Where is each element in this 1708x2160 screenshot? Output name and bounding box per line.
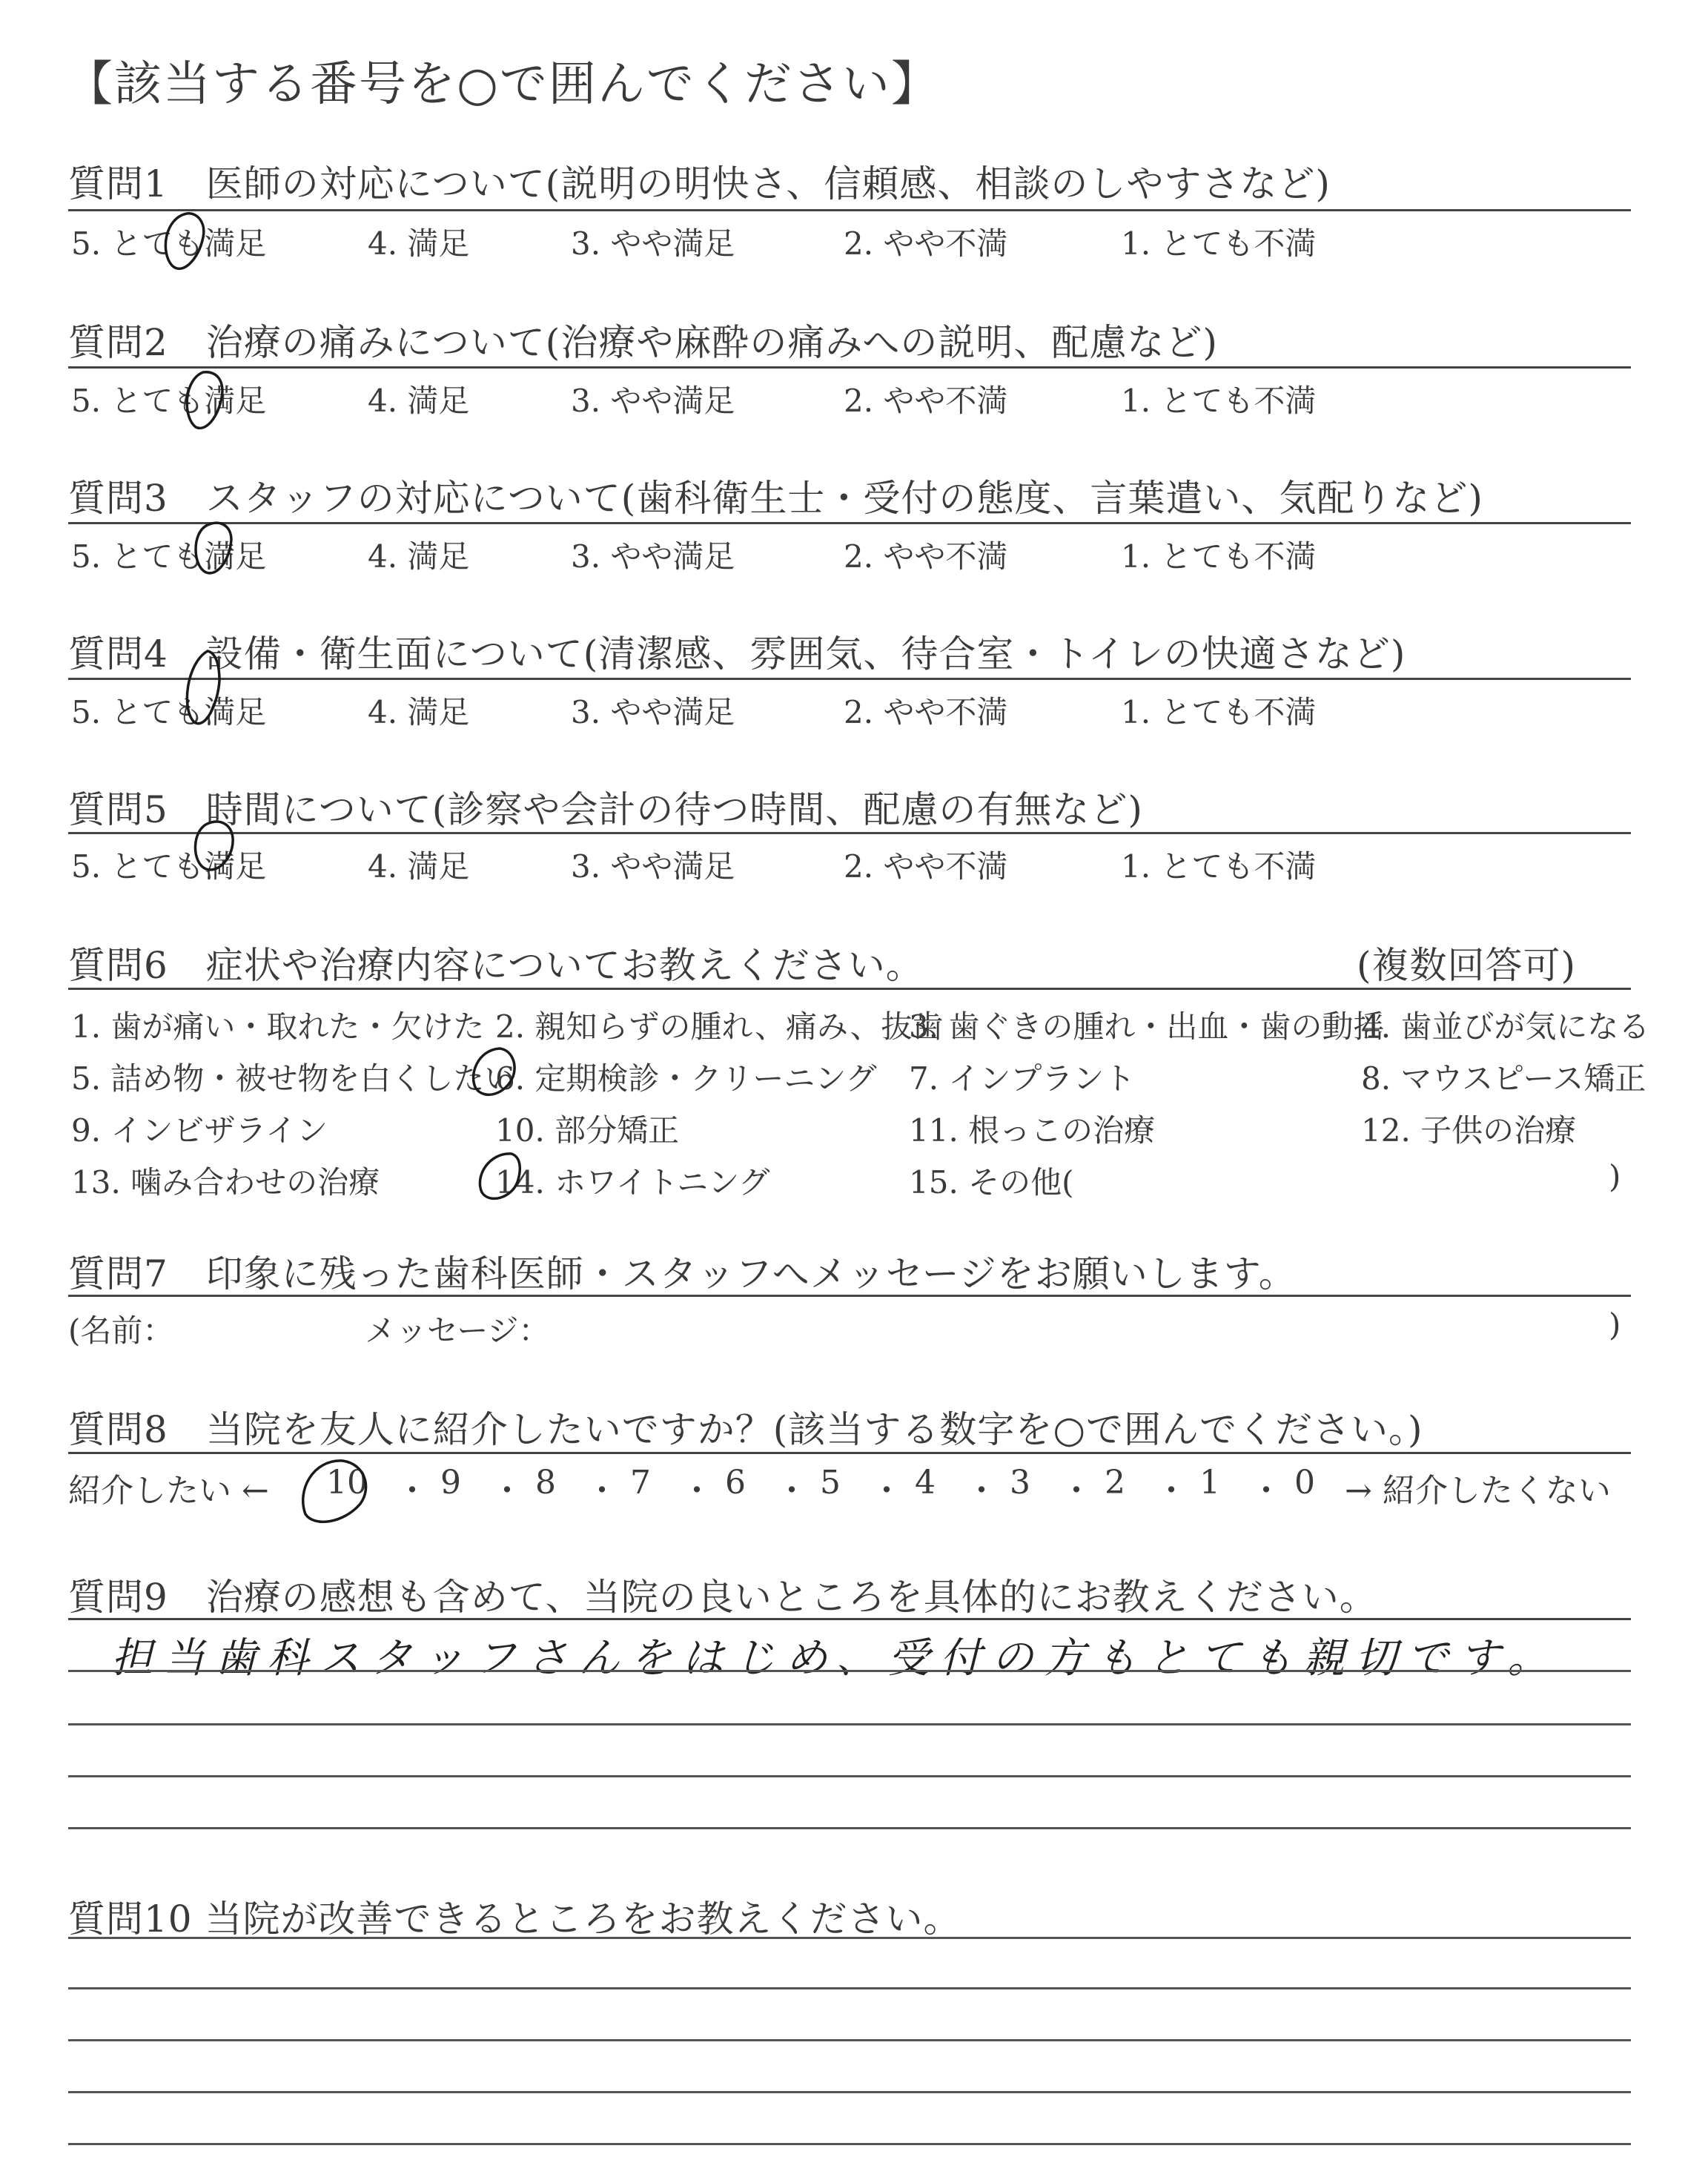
circle-mark-icon <box>157 208 216 282</box>
name-label: (名前： <box>68 1312 174 1349</box>
scale-5[interactable]: 5 <box>820 1464 841 1502</box>
scale-1[interactable]: 1 <box>1199 1464 1220 1502</box>
option-very-dissatisfied[interactable]: 1. とても不満 <box>1121 538 1317 575</box>
option-somewhat-satisfied[interactable]: 3. やや満足 <box>571 848 735 885</box>
option-very-satisfied[interactable]: 5. とても満足 <box>71 694 267 730</box>
q6-option-6[interactable]: 6. 定期検診・クリーニング <box>495 1060 877 1097</box>
scale-separator: ・ <box>1155 1472 1188 1510</box>
option-very-satisfied[interactable]: 5. とても満足 <box>71 225 267 262</box>
option-very-dissatisfied[interactable]: 1. とても不満 <box>1121 694 1317 730</box>
option-somewhat-dissatisfied[interactable]: 2. やや不満 <box>844 383 1008 419</box>
option-very-dissatisfied[interactable]: 1. とても不満 <box>1121 225 1317 262</box>
option-somewhat-dissatisfied[interactable]: 2. やや不満 <box>844 225 1008 262</box>
circle-mark-icon <box>175 644 234 733</box>
scale-separator: ・ <box>775 1472 808 1510</box>
option-satisfied[interactable]: 4. 満足 <box>368 538 470 575</box>
divider <box>68 366 1631 369</box>
scale-separator: ・ <box>1250 1472 1282 1510</box>
scale-2[interactable]: 2 <box>1105 1464 1125 1502</box>
divider <box>68 988 1631 990</box>
divider <box>68 522 1631 524</box>
scale-separator: ・ <box>586 1472 618 1510</box>
q6-option-9[interactable]: 9. インビザライン <box>71 1112 328 1149</box>
circle-mark-icon <box>463 1043 529 1102</box>
q6-option-4[interactable]: 4. 歯並びが気になる <box>1361 1008 1650 1045</box>
scale-separator: ・ <box>965 1472 998 1510</box>
scale-8[interactable]: 8 <box>535 1464 556 1502</box>
scale-separator: ・ <box>681 1472 713 1510</box>
circle-mark-icon <box>178 365 237 439</box>
scale-separator: ・ <box>396 1472 428 1510</box>
question-10-title: 質問10 当院が改善できるところをお教えください。 <box>68 1898 961 1941</box>
option-somewhat-dissatisfied[interactable]: 2. やや不満 <box>844 848 1008 885</box>
answer-line <box>68 1670 1631 1672</box>
answer-line <box>68 2091 1631 2093</box>
answer-line <box>68 1987 1631 1989</box>
scale-4[interactable]: 4 <box>915 1464 936 1502</box>
divider <box>68 209 1631 211</box>
q6-option-14[interactable]: 14. ホワイトニング <box>495 1164 770 1200</box>
q6-option-5[interactable]: 5. 詰め物・被せ物を白くしたい <box>71 1060 516 1097</box>
recommend-label: 紹介したい ← <box>68 1472 269 1510</box>
scale-separator: ・ <box>491 1472 523 1510</box>
message-close: ) <box>1609 1307 1621 1343</box>
multiple-answer-note: (複数回答可) <box>1357 944 1577 987</box>
scale-7[interactable]: 7 <box>630 1464 651 1502</box>
option-somewhat-satisfied[interactable]: 3. やや満足 <box>571 538 735 575</box>
option-very-satisfied[interactable]: 5. とても満足 <box>71 383 267 419</box>
q6-option-8[interactable]: 8. マウスピース矯正 <box>1361 1060 1646 1097</box>
q6-option-1[interactable]: 1. 歯が痛い・取れた・欠けた <box>71 1008 485 1045</box>
question-6-title: 質問6 症状や治療内容についてお教えください。 <box>68 944 924 987</box>
answer-line <box>68 1937 1631 1939</box>
q6-option-12[interactable]: 12. 子供の治療 <box>1361 1112 1577 1149</box>
option-satisfied[interactable]: 4. 満足 <box>368 848 470 885</box>
message-label: メッセージ： <box>365 1312 550 1349</box>
question-2-title: 質問2 治療の痛みについて(治療や麻酔の痛みへの説明、配慮など) <box>68 321 1218 364</box>
question-9-title: 質問9 治療の感想も含めて、当院の良いところを具体的にお教えください。 <box>68 1576 1377 1619</box>
answer-line <box>68 1827 1631 1829</box>
handwritten-answer: 担当歯科スタッフさんをはじめ、受付の方もとても親切です。 <box>111 1634 1560 1682</box>
divider <box>68 1295 1631 1297</box>
q6-option-10[interactable]: 10. 部分矯正 <box>495 1112 680 1149</box>
q6-option-15[interactable]: 15. その他( <box>909 1164 1074 1200</box>
q6-option-7[interactable]: 7. インプラント <box>909 1060 1136 1097</box>
q6-option-3[interactable]: 3. 歯ぐきの腫れ・出血・歯の動揺 <box>909 1008 1385 1045</box>
divider <box>68 832 1631 834</box>
option-somewhat-satisfied[interactable]: 3. やや満足 <box>571 383 735 419</box>
not-recommend-label: → 紹介したくない <box>1345 1472 1611 1510</box>
scale-0[interactable]: 0 <box>1294 1464 1315 1502</box>
circle-mark-icon <box>469 1146 535 1206</box>
answer-line <box>68 1723 1631 1725</box>
answer-line <box>68 2039 1631 2041</box>
question-7-title: 質問7 印象に残った歯科医師・スタッフへメッセージをお願いします。 <box>68 1252 1297 1295</box>
option-very-dissatisfied[interactable]: 1. とても不満 <box>1121 848 1317 885</box>
circle-mark-icon <box>185 515 245 581</box>
q6-option-2[interactable]: 2. 親知らずの腫れ、痛み、抜歯 <box>495 1008 944 1045</box>
question-5-title: 質問5 時間について(診察や会計の待つ時間、配慮の有無など) <box>68 788 1143 831</box>
scale-3[interactable]: 3 <box>1010 1464 1030 1502</box>
q6-option-11[interactable]: 11. 根っこの治療 <box>909 1112 1156 1149</box>
scale-9[interactable]: 9 <box>440 1464 461 1502</box>
divider <box>68 1618 1631 1620</box>
scale-separator: ・ <box>1060 1472 1093 1510</box>
answer-line <box>68 1775 1631 1777</box>
circle-mark-icon <box>291 1452 387 1533</box>
option-satisfied[interactable]: 4. 満足 <box>368 225 470 262</box>
divider <box>68 678 1631 680</box>
option-very-satisfied[interactable]: 5. とても満足 <box>71 848 267 885</box>
scale-10[interactable]: 10 <box>326 1464 368 1502</box>
page-title: 【該当する番号を○で囲んでください】 <box>65 57 940 112</box>
option-somewhat-dissatisfied[interactable]: 2. やや不満 <box>844 694 1008 730</box>
option-satisfied[interactable]: 4. 満足 <box>368 383 470 419</box>
question-4-title: 質問4 設備・衛生面について(清潔感、雰囲気、待合室・トイレの快適さなど) <box>68 633 1406 676</box>
question-1-title: 質問1 医師の対応について(説明の明快さ、信頼感、相談のしやすさなど) <box>68 162 1331 205</box>
option-somewhat-dissatisfied[interactable]: 2. やや不満 <box>844 538 1008 575</box>
option-somewhat-satisfied[interactable]: 3. やや満足 <box>571 694 735 730</box>
answer-line <box>68 2143 1631 2145</box>
q6-option-13[interactable]: 13. 噛み合わせの治療 <box>71 1164 380 1200</box>
q6-option-15-close: ) <box>1609 1158 1621 1195</box>
option-somewhat-satisfied[interactable]: 3. やや満足 <box>571 225 735 262</box>
option-very-satisfied[interactable]: 5. とても満足 <box>71 538 267 575</box>
circle-mark-icon <box>184 813 251 879</box>
question-8-title: 質問8 当院を友人に紹介したいですか？(該当する数字を○で囲んでください。) <box>68 1408 1423 1451</box>
option-satisfied[interactable]: 4. 満足 <box>368 694 470 730</box>
scale-6[interactable]: 6 <box>725 1464 746 1502</box>
question-3-title: 質問3 スタッフの対応について(歯科衛生士・受付の態度、言葉遣い、気配りなど) <box>68 477 1483 520</box>
scale-separator: ・ <box>870 1472 903 1510</box>
option-very-dissatisfied[interactable]: 1. とても不満 <box>1121 383 1317 419</box>
